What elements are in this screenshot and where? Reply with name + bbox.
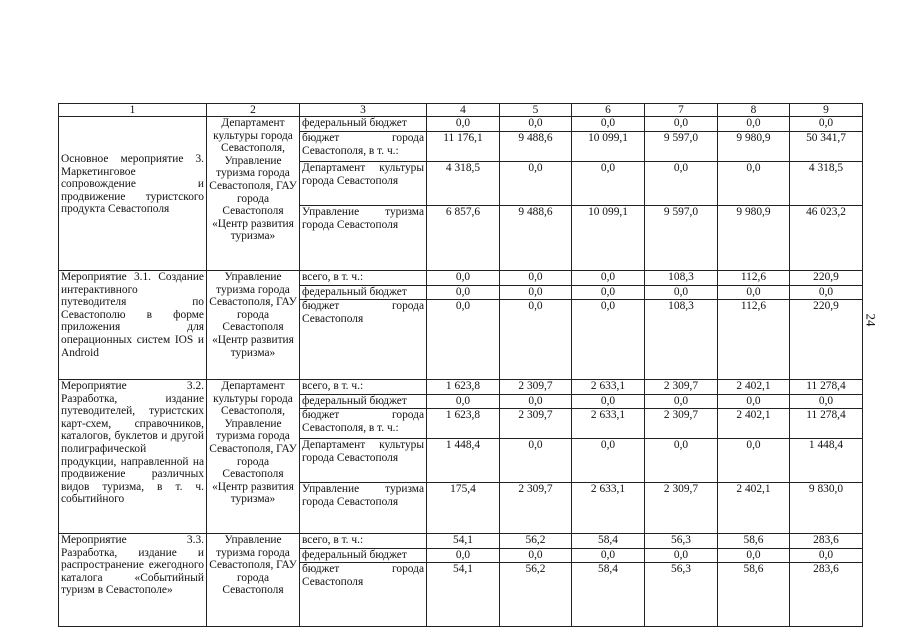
- value-cell: [718, 534, 790, 627]
- executor-cell: Департамент культуры города Севастополя, Управление туризма города Севастополя, ГАУ города Севастополя «Центр развития туризма»: [207, 117, 300, 271]
- value-cell: [427, 380, 500, 534]
- funding-value: 220,9: [813, 300, 839, 312]
- funding-value: 1 448,4: [790, 439, 862, 483]
- value-cell: [718, 271, 790, 380]
- funding-value: 1 623,8: [427, 409, 499, 439]
- funding-value: 0,0: [718, 395, 789, 409]
- page-number: 24: [863, 313, 879, 327]
- funding-value: 0,0: [645, 162, 717, 206]
- funding-value: 0,0: [427, 549, 499, 563]
- funding-value: 2 402,1: [736, 483, 771, 495]
- funding-value: 9 830,0: [808, 483, 844, 495]
- funding-source-cell: [300, 271, 427, 380]
- event-name-cell: Мероприятие 3.3. Разработка, издание и распространение ежегодного каталога «Событийный туризм в Севастополе»: [59, 534, 207, 627]
- funding-value: 0,0: [645, 117, 717, 132]
- funding-value: 9 488,6: [500, 132, 571, 162]
- value-cell: [718, 117, 790, 271]
- funding-value: 56,3: [671, 563, 691, 575]
- funding-value: 4 318,5: [427, 162, 499, 206]
- funding-value: 2 633,1: [572, 409, 644, 439]
- funding-source: бюджет города Севастополя: [302, 300, 424, 325]
- funding-value: 112,6: [718, 271, 789, 286]
- funding-value: 58,4: [598, 563, 618, 575]
- header-row: [59, 104, 863, 117]
- funding-value: 9 980,9: [718, 132, 789, 162]
- funding-value: 2 402,1: [718, 409, 789, 439]
- funding-value: 0,0: [572, 439, 644, 483]
- funding-value: 0,0: [718, 117, 789, 132]
- funding-value: 0,0: [427, 286, 499, 300]
- funding-value: 2 309,7: [500, 409, 571, 439]
- funding-value: 0,0: [455, 300, 471, 312]
- table-row: [59, 380, 863, 534]
- funding-value: 58,6: [718, 534, 789, 549]
- funding-source: бюджет города Севастополя, в т. ч.:: [300, 409, 426, 439]
- funding-value: 10 099,1: [588, 206, 628, 218]
- funding-value: 9 980,9: [736, 206, 771, 218]
- value-cell: [427, 534, 500, 627]
- value-cell: [572, 271, 645, 380]
- funding-value: 6 857,6: [445, 206, 481, 218]
- funding-source: Департамент культуры города Севастополя: [300, 439, 426, 483]
- value-cell: [790, 117, 863, 271]
- header-cell: 9: [790, 104, 863, 117]
- value-cell: [427, 117, 500, 271]
- funding-value: 54,1: [427, 534, 499, 549]
- funding-value: 283,6: [790, 534, 862, 549]
- funding-value: 9 597,0: [663, 206, 699, 218]
- funding-value: 0,0: [718, 286, 789, 300]
- funding-value: 0,0: [645, 395, 717, 409]
- funding-source: Департамент культуры города Севастополя: [300, 162, 426, 206]
- funding-value: 0,0: [500, 271, 571, 286]
- funding-value: 0,0: [645, 549, 717, 563]
- funding-value: 58,6: [743, 563, 764, 575]
- event-name-cell: Мероприятие 3.1. Создание интерактивного путеводителя по Севастополю в форме приложения для операционных систем IOS и Android: [59, 271, 207, 380]
- funding-value: 108,3: [668, 300, 694, 312]
- funding-value: 220,9: [790, 271, 862, 286]
- funding-value: 0,0: [500, 286, 571, 300]
- executor-cell: Департамент культуры города Севастополя, Управление туризма города Севастополя, ГАУ города Севастополя «Центр развития туризма»: [207, 380, 300, 534]
- funding-value: 50 341,7: [790, 132, 862, 162]
- value-cell: [500, 117, 572, 271]
- value-cell: [500, 271, 572, 380]
- event-name-cell: Мероприятие 3.2. Разработка, издание путеводителей, туристских карт-схем, справочников, каталогов, буклетов и другой полиграфической продукции, направленной на продвижение различных видов туризма, в т. ч. событийного: [59, 380, 207, 534]
- event-name-cell: Основное мероприятие 3. Маркетинговое сопровождение и продвижение туристского продукта Севастополя: [59, 117, 207, 271]
- funding-source-cell: [300, 534, 427, 627]
- funding-value: 0,0: [790, 286, 862, 300]
- funding-source: всего, в т. ч.:: [300, 380, 426, 395]
- value-cell: [572, 380, 645, 534]
- funding-value: 0,0: [645, 286, 717, 300]
- funding-value: 10 099,1: [572, 132, 644, 162]
- funding-value: 11 278,4: [790, 380, 862, 395]
- funding-value: 2 309,7: [645, 409, 717, 439]
- funding-value: 56,3: [645, 534, 717, 549]
- funding-value: 0,0: [572, 271, 644, 286]
- funding-source: всего, в т. ч.:: [300, 534, 426, 549]
- funding-value: 0,0: [790, 117, 862, 132]
- funding-value: 9 597,0: [645, 132, 717, 162]
- value-cell: [645, 271, 718, 380]
- table-row: [59, 534, 863, 627]
- header-cell: 5: [500, 104, 572, 117]
- funding-value: 2 633,1: [572, 380, 644, 395]
- funding-value: 2 309,7: [500, 380, 571, 395]
- funding-value: 9 488,6: [518, 206, 553, 218]
- funding-value: 0,0: [600, 300, 616, 312]
- funding-value: 11 176,1: [427, 132, 499, 162]
- funding-source: всего, в т. ч.:: [300, 271, 426, 286]
- funding-value: 0,0: [427, 117, 499, 132]
- funding-value: 2 633,1: [590, 483, 626, 495]
- funding-value: 1 623,8: [427, 380, 499, 395]
- funding-value: 2 402,1: [718, 380, 789, 395]
- funding-value: 0,0: [572, 549, 644, 563]
- funding-value: 4 318,5: [790, 162, 862, 206]
- funding-source-cell: [300, 117, 427, 271]
- header-cell: 3: [300, 104, 427, 117]
- funding-source: Управление туризма города Севастополя: [302, 483, 424, 508]
- funding-source-cell: [300, 380, 427, 534]
- table-row: [59, 117, 863, 271]
- value-cell: [718, 380, 790, 534]
- funding-value: 0,0: [500, 395, 571, 409]
- funding-value: 0,0: [572, 117, 644, 132]
- funding-value: 46 023,2: [806, 206, 846, 218]
- funding-source: бюджет города Севастополя, в т. ч.:: [300, 132, 426, 162]
- value-cell: [645, 117, 718, 271]
- funding-value: 0,0: [500, 117, 571, 132]
- funding-source: федеральный бюджет: [300, 286, 426, 300]
- table-row: [59, 271, 863, 380]
- funding-value: 0,0: [718, 439, 789, 483]
- value-cell: [427, 271, 500, 380]
- funding-value: 0,0: [718, 549, 789, 563]
- funding-source: федеральный бюджет: [300, 117, 426, 132]
- funding-value: 0,0: [790, 549, 862, 563]
- header-cell: 7: [645, 104, 718, 117]
- value-cell: [645, 534, 718, 627]
- funding-value: 0,0: [500, 439, 571, 483]
- header-cell: 1: [59, 104, 207, 117]
- funding-value: 58,4: [572, 534, 644, 549]
- value-cell: [572, 117, 645, 271]
- value-cell: [790, 380, 863, 534]
- value-cell: [500, 534, 572, 627]
- header-cell: 2: [207, 104, 300, 117]
- funding-value: 2 309,7: [518, 483, 553, 495]
- funding-value: 0,0: [500, 549, 571, 563]
- value-cell: [500, 380, 572, 534]
- header-cell: 4: [427, 104, 500, 117]
- header-cell: 8: [718, 104, 790, 117]
- funding-value: 0,0: [572, 395, 644, 409]
- funding-value: 0,0: [572, 286, 644, 300]
- funding-value: 0,0: [500, 162, 571, 206]
- funding-value: 2 309,7: [645, 380, 717, 395]
- funding-source: федеральный бюджет: [300, 395, 426, 409]
- funding-value: 56,2: [500, 534, 571, 549]
- value-cell: [790, 534, 863, 627]
- funding-source: Управление туризма города Севастополя: [302, 206, 424, 231]
- funding-value: 0,0: [790, 395, 862, 409]
- funding-value: 11 278,4: [790, 409, 862, 439]
- funding-value: 112,6: [740, 300, 767, 312]
- funding-value: 56,2: [525, 563, 546, 575]
- funding-value: 0,0: [427, 271, 499, 286]
- funding-value: 2 309,7: [663, 483, 699, 495]
- executor-cell: Управление туризма города Севастополя, ГАУ города Севастополя: [207, 534, 300, 627]
- funding-source: бюджет города Севастополя: [302, 563, 424, 588]
- funding-value: 54,1: [453, 563, 473, 575]
- value-cell: [645, 380, 718, 534]
- funding-value: 1 448,4: [427, 439, 499, 483]
- funding-value: 0,0: [718, 162, 789, 206]
- funding-value: 175,4: [450, 483, 476, 495]
- funding-value: 0,0: [528, 300, 543, 312]
- funding-table: [58, 103, 863, 627]
- funding-source: федеральный бюджет: [300, 549, 426, 563]
- funding-value: 283,6: [813, 563, 839, 575]
- funding-value: 0,0: [572, 162, 644, 206]
- executor-cell: Управление туризма города Севастополя, ГАУ города Севастополя «Центр развития туризма»: [207, 271, 300, 380]
- funding-value: 108,3: [645, 271, 717, 286]
- header-cell: 6: [572, 104, 645, 117]
- funding-value: 0,0: [645, 439, 717, 483]
- value-cell: [790, 271, 863, 380]
- value-cell: [572, 534, 645, 627]
- funding-value: 0,0: [427, 395, 499, 409]
